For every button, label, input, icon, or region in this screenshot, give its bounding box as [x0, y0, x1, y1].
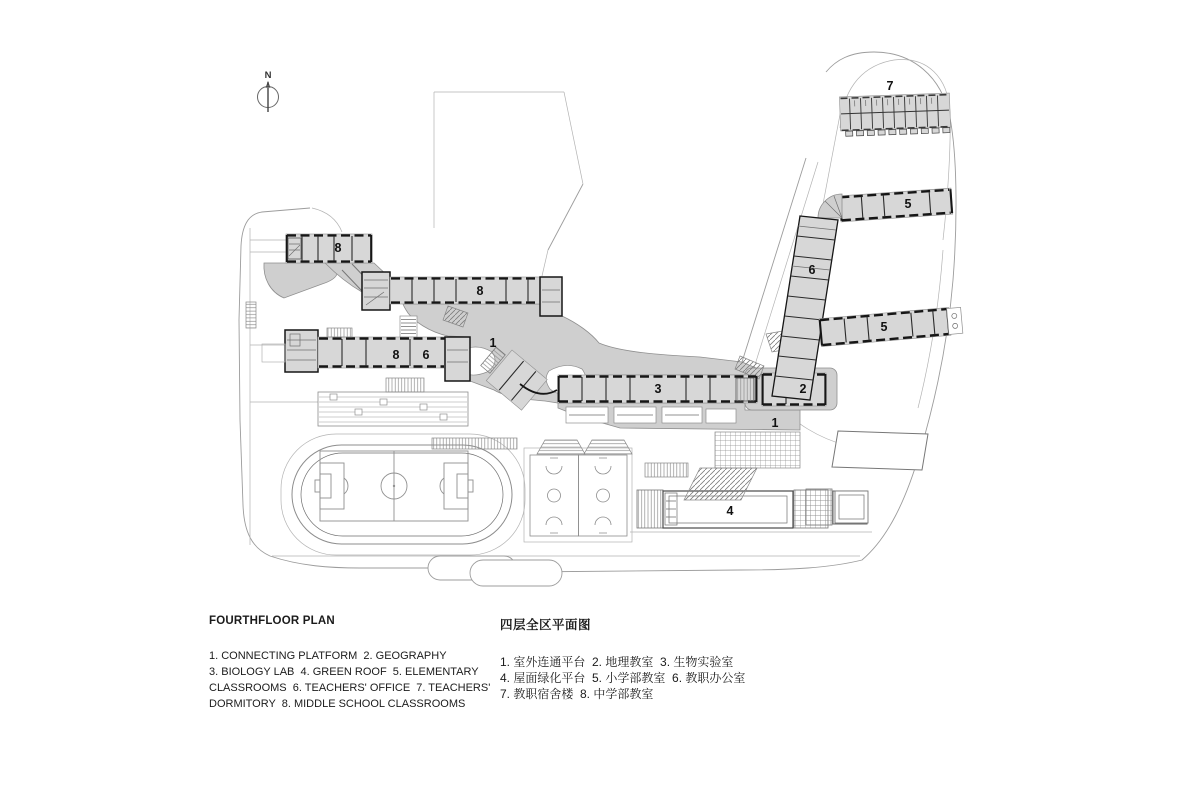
plan-label-connecting-platform-upper: 1: [489, 336, 497, 350]
north-arrow: [258, 70, 279, 112]
legend-title-en: FOURTHFLOOR PLAN: [209, 615, 335, 627]
north-label: N: [264, 70, 272, 81]
building-bar-5-south: [819, 306, 963, 346]
running-track: [281, 434, 525, 555]
building-wing-8-upper: [286, 234, 372, 263]
drop-off-bays: [428, 556, 562, 586]
plan-label-biology-lab: 3: [654, 382, 662, 396]
legend-lines-en: [209, 648, 491, 712]
legend-lines-zh: [500, 654, 750, 702]
legend-line: 3. BIOLOGY LAB 4. GREEN ROOF 5. ELEMENTARY: [209, 666, 479, 678]
building-wing-8-6-lower: [262, 328, 470, 381]
plan-label-teachers-office-west: 6: [422, 348, 430, 362]
plan-label-connecting-platform-lower: 1: [771, 416, 779, 430]
legend-line: DORMITORY 8. MIDDLE SCHOOL CLASSROOMS: [209, 698, 466, 710]
plan-label-teachers-office-east: 6: [808, 263, 816, 277]
building-bar-5-north: [818, 188, 953, 222]
legend-line: CLASSROOMS 6. TEACHERS' OFFICE 7. TEACHERS': [209, 682, 491, 694]
legend-line: 4. 屋面绿化平台 5. 小学部教室 6. 教职办公室: [500, 671, 746, 685]
legend-english: [209, 615, 491, 712]
basketball-courts: [524, 448, 632, 542]
south-east-structures: [806, 431, 928, 525]
plan-label-green-roof: 4: [726, 504, 734, 518]
building-dormitory-7: [839, 93, 950, 136]
plan-label-teachers-dormitory: 7: [886, 79, 894, 93]
plan-label-elementary-classrooms-north: 5: [904, 197, 912, 211]
legend-chinese: [500, 615, 750, 702]
plan-label-geography: 2: [799, 382, 807, 396]
legend-title-zh: 四层全区平面图: [500, 618, 592, 632]
plan-label-elementary-classrooms-south: 5: [880, 320, 888, 334]
legend-line: 7. 教职宿舍楼 8. 中学部教室: [500, 687, 654, 701]
plan-label-middle-school-classrooms-c: 8: [392, 348, 400, 362]
bleachers: [318, 392, 468, 426]
plan-label-middle-school-classrooms-a: 8: [334, 241, 342, 255]
soccer-field: [315, 451, 473, 521]
legend-line: 1. CONNECTING PLATFORM 2. GEOGRAPHY: [209, 650, 447, 662]
plan-label-middle-school-classrooms-b: 8: [476, 284, 484, 298]
legend-line: 1. 室外连通平台 2. 地理教室 3. 生物实验室: [500, 655, 734, 669]
